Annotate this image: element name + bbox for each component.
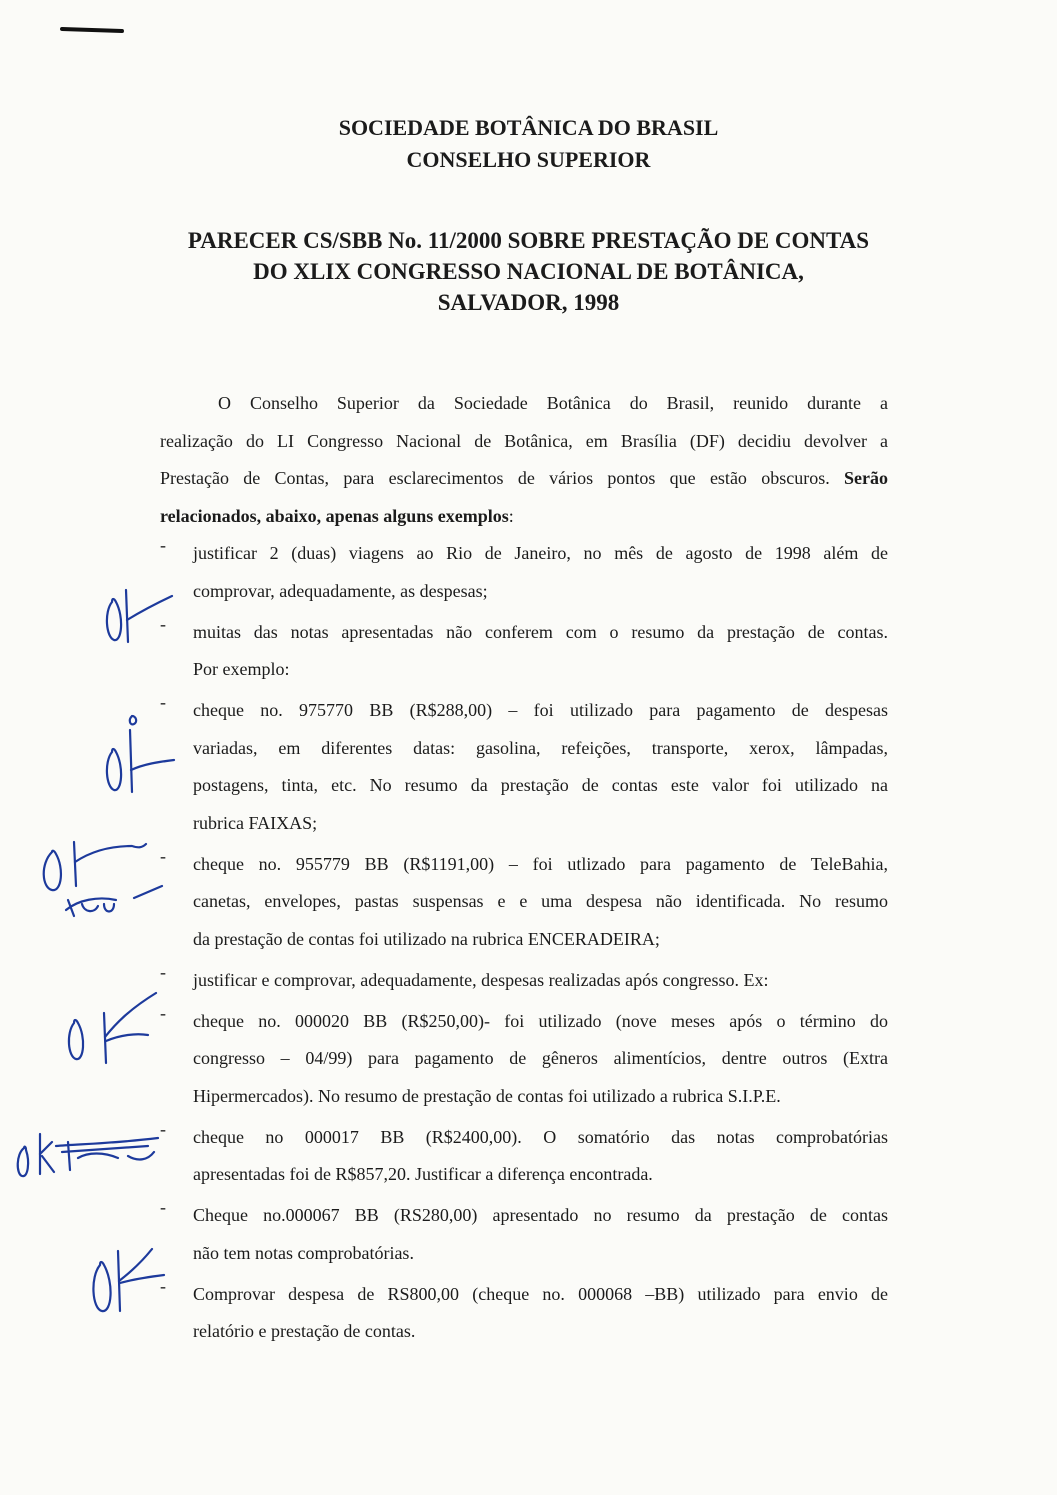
- pen-stroke-mark: [60, 27, 124, 33]
- list-item-line: variadas, em diferentes datas: gasolina, refeições, transporte, xerox, lâmpadas,: [193, 737, 888, 758]
- list-item-text: [193, 1276, 888, 1351]
- intro-line-3-bold: Serão: [844, 468, 888, 488]
- list-bullet-dash: -: [160, 961, 166, 982]
- list-item-line: congresso – 04/99) para pagamento de gêneros alimentícios, dentre outros (Extra: [193, 1048, 888, 1068]
- intro-line-4: [160, 498, 888, 536]
- intro-line-3-text: Prestação de Contas, para esclarecimentos de vários pontos que estão obscuros.: [160, 468, 844, 488]
- title-line-3: SALVADOR, 1998: [437, 290, 620, 315]
- handwritten-ok-mark-3: [38, 830, 168, 940]
- list-item-line: Comprovar despesa de RS800,00 (cheque no. 000068 –BB) utilizado para envio de: [193, 1283, 888, 1304]
- list-item-line: postagens, tinta, etc. No resumo da prestação de contas este valor foi utilizado na: [193, 775, 888, 795]
- list-item-line: muitas das notas apresentadas não conferem com o resumo da prestação de contas.: [193, 621, 888, 642]
- list-item-text: [193, 535, 888, 610]
- organization-header: [0, 112, 1057, 176]
- list-item-text: [193, 1197, 888, 1272]
- handwritten-ok-mark-5: [8, 1122, 168, 1192]
- list-bullet-dash: -: [160, 1197, 166, 1217]
- list-item-text: [193, 1003, 888, 1116]
- list-bullet-dash: -: [160, 1275, 166, 1296]
- list-item-text: [193, 692, 888, 842]
- list-item-text: [193, 846, 888, 959]
- list-item-line: Por exemplo:: [193, 659, 290, 679]
- list-item-line: cheque no 000017 BB (R$2400,00). O somatório das notas comprobatórias: [193, 1126, 888, 1147]
- handwritten-ok-mark-1: [100, 582, 180, 652]
- list-item-line: canetas, envelopes, pastas suspensas e e uma despesa não identificada. No resumo: [193, 891, 888, 911]
- title-line-1: PARECER CS/SBB No. 11/2000 SOBRE PRESTAÇÃO DE CONTAS: [187, 228, 870, 253]
- intro-line-3: [160, 460, 888, 498]
- intro-paragraph: [160, 385, 888, 535]
- list-item-line: relatório e prestação de contas.: [193, 1321, 416, 1341]
- org-name: SOCIEDADE BOTÂNICA DO BRASIL: [338, 115, 719, 140]
- intro-line-2: realização do LI Congresso Nacional de Botânica, em Brasília (DF) decidiu devolver a: [160, 430, 888, 451]
- list-item-line: justificar e comprovar, adequadamente, despesas realizadas após congresso. Ex:: [193, 969, 769, 990]
- intro-line-4-bold: relacionados, abaixo, apenas alguns exemplos: [160, 505, 509, 526]
- list-item-line: rubrica FAIXAS;: [193, 812, 318, 833]
- list-bullet-dash: -: [160, 1118, 166, 1139]
- list-item-line: não tem notas comprobatórias.: [193, 1242, 414, 1263]
- title-line-2: DO XLIX CONGRESSO NACIONAL DE BOTÂNICA,: [253, 259, 804, 284]
- list-bullet-dash: -: [160, 692, 166, 712]
- document-title: [0, 225, 1057, 318]
- list-item-line: comprovar, adequadamente, as despesas;: [193, 580, 488, 601]
- list-item-line: cheque no. 955779 BB (R$1191,00) – foi utlizado para pagamento de TeleBahia,: [193, 853, 888, 874]
- list-item-text: [193, 614, 888, 689]
- list-item-line: justificar 2 (duas) viagens ao Rio de Janeiro, no mês de agosto de 1998 além de: [193, 543, 888, 563]
- list-bullet-dash: -: [160, 535, 166, 555]
- list-item-text: [193, 962, 888, 1000]
- list-item-line: Cheque no.000067 BB (RS280,00) apresentado no resumo da prestação de contas: [193, 1205, 888, 1225]
- handwritten-ok-mark-6: [88, 1235, 168, 1315]
- list-item-line: da prestação de contas foi utilizado na rubrica ENCERADEIRA;: [193, 928, 660, 949]
- list-bullet-dash: -: [160, 845, 166, 866]
- council-name: CONSELHO SUPERIOR: [406, 147, 651, 172]
- list-item-line: cheque no. 975770 BB (R$288,00) – foi utilizado para pagamento de despesas: [193, 700, 888, 720]
- list-bullet-dash: -: [160, 613, 166, 634]
- list-item-text: [193, 1119, 888, 1194]
- handwritten-ok-mark-4: [60, 985, 170, 1075]
- intro-line-1: O Conselho Superior da Sociedade Botânica do Brasil, reunido durante a: [218, 393, 888, 413]
- handwritten-ok-mark-2: [100, 712, 180, 792]
- list-item-line: apresentadas foi de R$857,20. Justificar a diferença encontrada.: [193, 1164, 653, 1184]
- list-bullet-dash: -: [160, 1002, 166, 1023]
- intro-line-4-colon: :: [508, 505, 514, 526]
- list-item-line: cheque no. 000020 BB (R$250,00)- foi utilizado (nove meses após o término do: [193, 1010, 888, 1031]
- list-item-line: Hipermercados). No resumo de prestação de contas foi utilizado a rubrica S.I.P.E.: [193, 1085, 781, 1106]
